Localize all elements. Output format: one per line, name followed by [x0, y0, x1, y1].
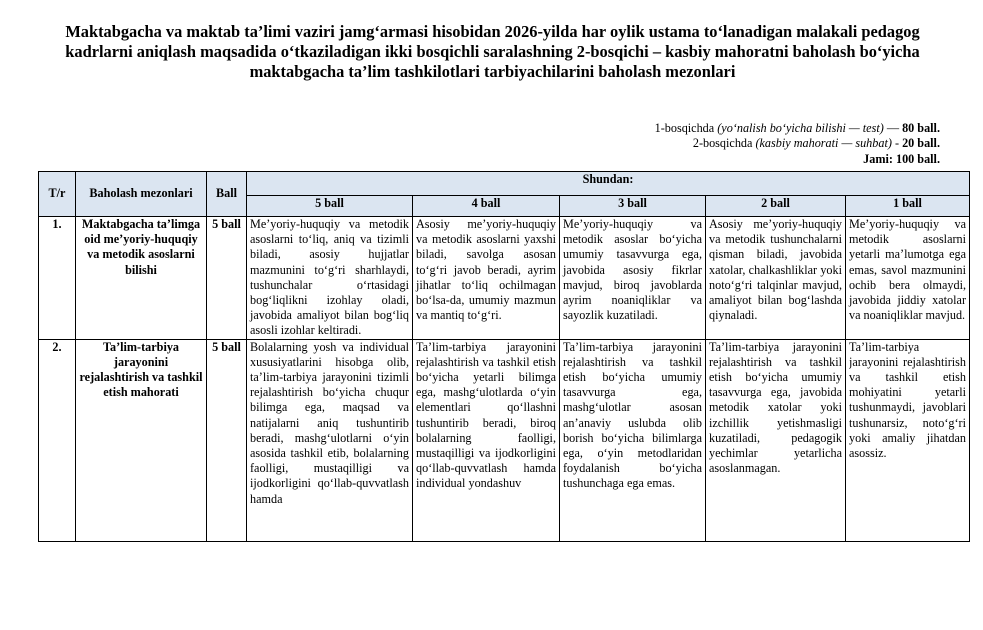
level-4-description: Asosiy me’yoriy-huquqiy va metodik asoslarni yaxshi biladi, savolga asosan to‘g‘ri javob beradi, ayrim jihatlar to‘liq ochilmagan bo‘lsa-da, umumiy mazmun va mantiq to‘g‘ri.	[413, 217, 560, 340]
document-title: Maktabgacha va maktab ta’limi vaziri jamg‘armasi hisobidan 2026-yilda har oylik ustama to‘lanadigan malakali pedagog kadrlarni aniqlash maqsadida o‘tkaziladigan ikki bosqichli saralashning 2-bosqichi – kasbiy mahoratni baholash bo‘yicha maktabgacha ta’lim tashkilotlari tarbiyachilarini baholash mezonlari	[65, 22, 920, 81]
header-row-main	[39, 172, 970, 196]
stage2-note: (kasbiy mahorati — suhbat)	[755, 136, 892, 151]
header-level-3: 3 ball	[560, 196, 706, 217]
stage2-label: 2-bosqichda	[692, 136, 756, 151]
stage1-separator: —	[883, 121, 903, 135]
total-line	[655, 152, 940, 167]
stage2-line	[655, 136, 940, 151]
table-row	[39, 339, 970, 541]
header-level-5: 5 ball	[247, 196, 413, 217]
level-2-text: Ta’lim-tarbiya jarayonini rejalashtirish va tashkil etish bo‘yicha umumiy tasavvurga ega, javobida metodik xatolar yoki izchillik yetishmasligi kuzatiladi, pedagogik yechimlar yetarlicha asoslanmagan.	[709, 339, 842, 476]
level-3-description	[560, 339, 706, 541]
level-1-description	[846, 339, 970, 541]
criterion-ball: 5 ball	[207, 339, 247, 541]
stage2-separator: -	[891, 136, 903, 151]
row-number: 1.	[39, 217, 76, 340]
criterion-ball: 5 ball	[207, 217, 247, 340]
header-level-1: 1 ball	[846, 196, 970, 217]
level-1-text: Ta’lim-tarbiya jarayonini rejalashtirish va tashkil etish mohiyatini yetarli tushunmaydi, javoblari tushunarsiz, noto‘g‘ri yoki amaliy jihatdan asossiz.	[849, 339, 967, 461]
criterion-name: Ta’lim-tarbiya jarayonini rejalashtirish va tashkil etish mahorati	[76, 339, 207, 541]
table-row	[39, 217, 970, 340]
header-breakdown: Shundan:	[247, 172, 970, 196]
stage1-line	[655, 121, 940, 136]
level-5-text: Bolalarning yosh va individual xususiyatlarini hisobga olib, ta’lim-tarbiya jarayonini tizimli rejalashtirish bo‘yicha chuqur bilimga ega, maqsad va natijalarni aniq tushuntirib beradi, mashg‘ulotlarni o‘yin asosida tashkil etib, bolalarning faolligi, mustaqilligi va ijodkorligini qo‘llab-quvvatlash hamda	[250, 339, 409, 506]
header-number: T/r	[39, 172, 76, 217]
header-level-4: 4 ball	[413, 196, 560, 217]
level-4-description	[413, 339, 560, 541]
stage1-note: (yo‘nalish bo‘yicha bilishi — test)	[717, 121, 884, 135]
header-ball: Ball	[207, 172, 247, 217]
header-level-2: 2 ball	[706, 196, 846, 217]
stage1-points: 80 ball.	[902, 121, 940, 135]
criterion-name: Maktabgacha ta’limga oid me’yoriy-huquqiy va metodik asoslarni bilishi	[76, 217, 207, 340]
level-5-description: Me’yoriy-huquqiy va metodik asoslarni to‘liq, aniq va tizimli biladi, asosiy hujjatlar mazmunini to‘g‘ri sharhlaydi, tushunchalar o‘rtasidagi bog‘liqlikni izohlay oladi, javobida amaliyot bilan bog‘liq asosli izohlar keltiradi.	[247, 217, 413, 340]
level-3-description: Me’yoriy-huquqiy va metodik asoslar bo‘yicha umumiy tasavvurga ega, javobida asosiy fikrlar mavjud, biroq javoblarda ayrim noaniqliklar va sayozlik kuzatiladi.	[560, 217, 706, 340]
level-5-description	[247, 339, 413, 541]
stage2-points: 20 ball.	[902, 136, 940, 151]
header-criteria: Baholash mezonlari	[76, 172, 207, 217]
level-1-description: Me’yoriy-huquqiy va metodik asoslarni yetarli ma’lumotga ega emas, savol mazmunini ochib bera olmaydi, javobida jiddiy xatolar va noaniqliklar mavjud.	[846, 217, 970, 340]
level-3-text: Ta’lim-tarbiya jarayonini rejalashtirish va tashkil etish bo‘yicha umumiy tasavvurga ega, mashg‘ulotlar asosan an’anaviy uslubda olib borish bo‘yicha bilimlarga ega, o‘yin metodlaridan foydalanish bo‘yicha tushunchaga ega emas.	[563, 339, 702, 491]
score-summary	[655, 121, 940, 167]
level-2-description: Asosiy me’yoriy-huquqiy va metodik tushunchalarni qisman biladi, javobida xatolar, chalkashliklar yoki noto‘g‘ri talqinlar mavjud, amaliyot bilan bog‘lashda qiynaladi.	[706, 217, 846, 340]
level-2-description	[706, 339, 846, 541]
level-4-text: Ta’lim-tarbiya jarayonini rejalashtirish va tashkil etish bo‘yicha yetarli bilimga ega, mashg‘ulotlarda o‘yin elementlari qo‘llashni tushuntirib beradi, biroq bolalarning faolligi, mustaqilligi va ijodkorligini qo‘llab-quvvatlash hamda individual yondashuv	[416, 339, 556, 491]
criteria-table	[38, 171, 970, 542]
row-number: 2.	[39, 339, 76, 541]
total-points: Jami: 100 ball.	[863, 151, 940, 166]
stage1-label: 1-bosqichda	[654, 121, 718, 135]
